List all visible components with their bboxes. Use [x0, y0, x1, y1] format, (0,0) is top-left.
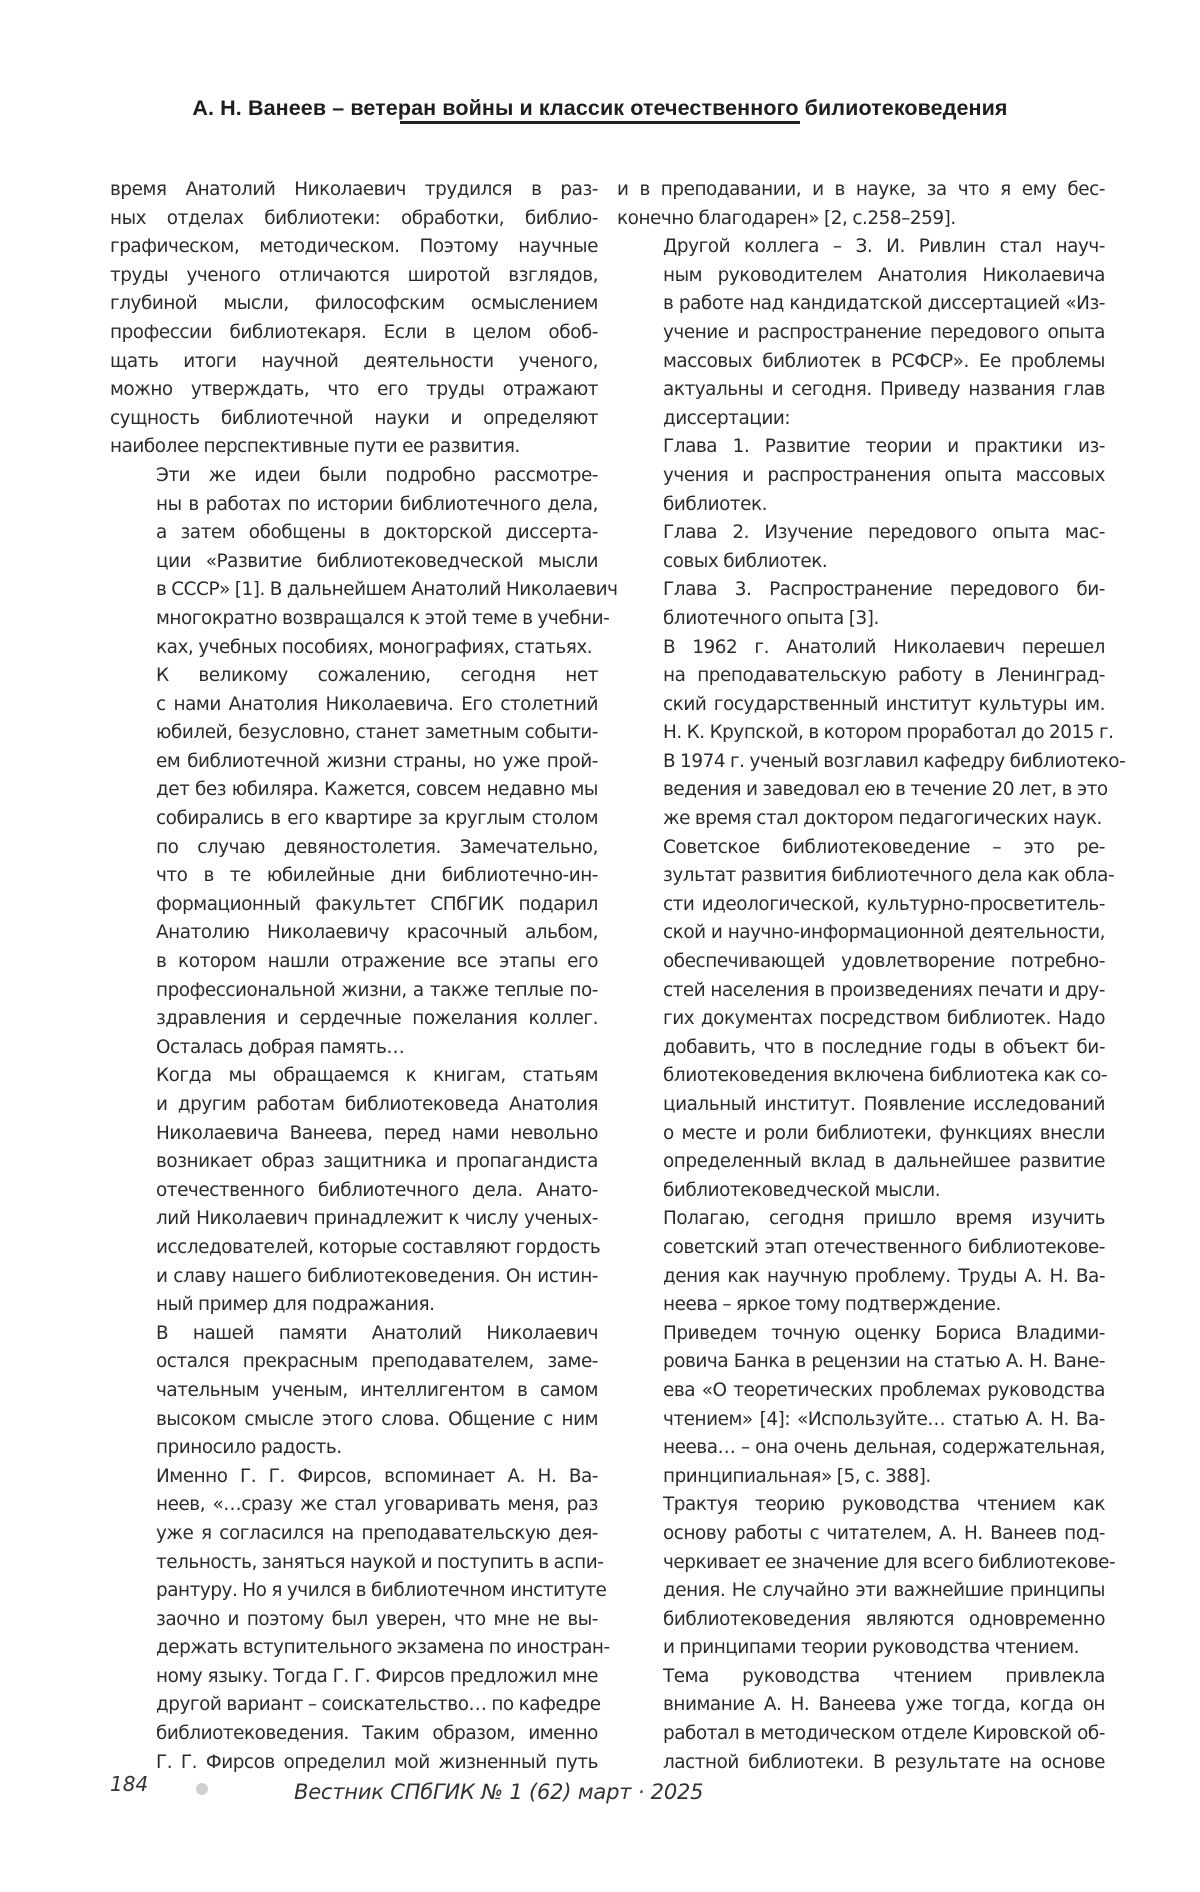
text-line: исследователей, которые составляют гордость [156, 1236, 601, 1258]
text-line: по случаю девяностолетия. Замечательно, [156, 836, 598, 858]
paragraph [617, 233, 1105, 433]
paragraph [617, 634, 1126, 834]
text-line: стей населения в произведениях печати и дру- [663, 979, 1105, 1001]
text-line: можно утверждать, что его труды отражают [110, 379, 598, 401]
footer-dot-icon [196, 1783, 208, 1795]
text-line: юбилей, безусловно, станет заметным событи- [156, 722, 598, 744]
text-line: зультат развития библиотечного дела как обла- [663, 865, 1115, 887]
text-line: дет без юбиляра. Кажется, совсем недавно мы [156, 779, 598, 801]
paragraph [110, 462, 618, 662]
text-line: Приведем точную оценку Бориса Владими- [663, 1322, 1105, 1344]
text-line: возникает образ защитника и пропагандиста [156, 1151, 598, 1173]
text-line: заочно и поэтому был уверен, что мне не вы- [156, 1608, 598, 1630]
text-line: и славу нашего библиотековедения. Он истин- [156, 1265, 598, 1287]
text-line: чтением» [4]: «Используйте… статью А. Н. Ва- [663, 1408, 1105, 1430]
paragraph [110, 1320, 598, 1463]
text-line: В 1974 г. ученый возглавил кафедру библиотеко- [663, 750, 1126, 772]
paragraph [617, 1663, 1105, 1777]
text-line: остался прекрасным преподавателем, заме- [156, 1351, 598, 1373]
text-line: основу работы с читателем, А. Н. Ванеев под- [663, 1522, 1105, 1544]
text-line: и в преподавании, и в науке, за что я ему бес- [617, 179, 1105, 200]
text-line: Анатолию Николаевичу красочный альбом, [156, 922, 598, 944]
text-line: блиотековедения включена библиотека как со- [663, 1065, 1108, 1087]
text-line: наиболее перспективные пути ее развития. [110, 436, 520, 458]
text-line: тельность, заняться наукой и поступить в аспи- [156, 1551, 604, 1573]
text-line: в работе над кандидатской диссертацией «Из- [663, 293, 1105, 315]
text-line: определенный вклад в дальнейшее развитие [663, 1151, 1105, 1173]
right-column [617, 176, 1126, 1777]
text-line: Глава 1. Развитие теории и практики из- [663, 436, 1105, 458]
text-line: ным руководителем Анатолия Николаевича [663, 264, 1105, 286]
text-line: многократно возвращался к этой теме в учебни- [156, 607, 610, 629]
text-line: профессиональной жизни, а также теплые по- [156, 979, 598, 1001]
text-line: с нами Анатолия Николаевича. Его столетний [156, 693, 598, 715]
paragraph [110, 1463, 610, 1778]
text-line: внимание А. Н. Ванеева уже тогда, когда он [663, 1694, 1105, 1716]
text-line: Глава 3. Распространение передового би- [663, 579, 1105, 601]
text-line: неева – яркое тому подтверждение. [663, 1294, 1001, 1316]
text-line: лий Николаевич принадлежит к числу ученых- [156, 1208, 598, 1230]
text-line: конечно благодарен» [2, с.258–259]. [617, 207, 956, 229]
text-line: ному языку. Тогда Г. Г. Фирсов предложил мне [156, 1665, 598, 1687]
paragraph [617, 1491, 1116, 1663]
text-line: ский государственный институт культуры им. [663, 693, 1105, 715]
paragraph [617, 519, 1105, 576]
paragraph [110, 662, 598, 1062]
text-line: Николаевича Ванеева, перед нами невольно [156, 1122, 598, 1144]
text-line: Когда мы обращаемся к книгам, статьям [156, 1065, 598, 1087]
text-line: ровича Банка в рецензии на статью А. Н. Ване- [663, 1351, 1105, 1373]
text-line: в СССР» [1]. В дальнейшем Анатолий Николаевич [156, 579, 618, 601]
text-line: диссертации: [663, 407, 791, 429]
text-line: формационный факультет СПбГИК подарил [156, 893, 598, 915]
text-line: ской и научно-информационной деятельности, [663, 922, 1105, 944]
paragraph [110, 1062, 601, 1319]
text-line: Н. К. Крупской, в котором проработал до 2015 г. [663, 722, 1114, 744]
page-number: 184 [110, 1772, 149, 1796]
text-line: неева… – она очень дельная, содержательная, [663, 1437, 1105, 1459]
text-line: дения как научную проблему. Труды А. Н. Ва- [663, 1265, 1105, 1287]
text-line: работал в методическом отделе Кировской об- [663, 1723, 1105, 1745]
text-line: дения. Не случайно эти важнейшие принципы [663, 1580, 1105, 1602]
text-line: библиотековедения. Таким образом, именно [156, 1723, 598, 1745]
text-line: ных отделах библиотеки: обработки, библио- [110, 207, 598, 229]
text-line: рантуру. Но я учился в библиотечном институте [156, 1580, 607, 1602]
text-line: библиотековедческой мысли. [663, 1179, 941, 1201]
paragraph [110, 176, 598, 462]
text-line: собирались в его квартире за круглым столом [156, 808, 598, 830]
text-line: ем библиотечной жизни страны, но уже прой- [156, 750, 598, 772]
text-line: отечественного библиотечного дела. Анато- [156, 1179, 598, 1201]
text-line: глубиной мысли, философским осмыслением [110, 293, 598, 315]
text-line: добавить, что в последние годы в объект би- [663, 1036, 1105, 1058]
text-line: гих документах посредством библиотек. Надо [663, 1008, 1105, 1030]
text-line: В нашей памяти Анатолий Николаевич [156, 1322, 598, 1344]
text-line: библиотек. [663, 493, 768, 515]
text-line: Полагаю, сегодня пришло время изучить [663, 1208, 1105, 1230]
text-line: профессии библиотекаря. Если в целом обоб- [110, 321, 598, 343]
text-line: и другим работам библиотековеда Анатолия [156, 1094, 598, 1115]
text-line: высоком смысле этого слова. Общение с ним [156, 1408, 598, 1430]
text-line: держать вступительного экзамена по иностран- [156, 1637, 610, 1659]
text-line: ны в работах по истории библиотечного дела, [156, 493, 598, 515]
text-line: о месте и роли библиотеки, функциях внесли [663, 1122, 1105, 1144]
text-line: приносило радость. [156, 1437, 342, 1459]
text-line: ках, учебных пособиях, монографиях, статьях. [156, 636, 593, 658]
text-line: ева «О теоретических проблемах руководства [663, 1379, 1105, 1401]
text-line: другой вариант – соискательство… по кафедре [156, 1694, 601, 1716]
text-line: время Анатолий Николаевич трудился в раз- [110, 179, 598, 200]
text-line: Тема руководства чтением привлекла [663, 1665, 1105, 1687]
text-line: совых библиотек. [663, 550, 828, 572]
text-line: блиотечного опыта [3]. [663, 607, 879, 629]
text-line: Эти же идеи были подробно рассмотре- [156, 464, 598, 486]
text-line: что в те юбилейные дни библиотечно-ин- [156, 865, 598, 887]
text-line: сти идеологической, культурно-просветитель- [663, 893, 1105, 915]
running-title: А. Н. Ванеев – ветеран войны и классик отечественного билиотековедения [192, 96, 1008, 120]
text-line: Осталась добрая память… [156, 1036, 405, 1058]
journal-issue: Вестник СПбГИК № 1 (62) март · 2025 [294, 1780, 704, 1804]
text-line: здравления и сердечные пожелания коллег. [156, 1008, 598, 1030]
text-line: массовых библиотек в РСФСР». Ее проблемы [663, 350, 1105, 372]
text-line: черкивает ее значение для всего библиотекове- [663, 1551, 1116, 1573]
text-line: Именно Г. Г. Фирсов, вспоминает А. Н. Ва- [156, 1465, 598, 1487]
text-line: Глава 2. Изучение передового опыта мас- [663, 522, 1105, 544]
text-line: ный пример для подражания. [156, 1294, 435, 1316]
paragraph [617, 176, 1105, 233]
text-line: Г. Г. Фирсов определил мой жизненный путь [156, 1751, 598, 1773]
text-line: труды ученого отличаются широтой взглядов, [110, 264, 598, 286]
text-line: К великому сожалению, сегодня нет [156, 665, 598, 687]
paragraph [617, 576, 1105, 633]
text-line: учения и распространения опыта массовых [663, 464, 1105, 486]
left-column [110, 176, 618, 1777]
text-line: циальный институт. Появление исследований [663, 1094, 1105, 1115]
text-line: сущность библиотечной науки и определяют [110, 407, 598, 429]
text-line: Трактуя теорию руководства чтением как [663, 1494, 1105, 1516]
text-line: Советское библиотековедение – это ре- [663, 836, 1105, 858]
text-line: щать итоги научной деятельности ученого, [110, 350, 598, 372]
text-line: и принципами теории руководства чтением. [663, 1637, 1080, 1659]
text-line: графическом, методическом. Поэтому научные [110, 236, 598, 258]
paragraph [617, 1205, 1105, 1319]
text-line: ведения и заведовал ею в течение 20 лет, в это [663, 779, 1108, 801]
text-line: уже я согласился на преподавательскую дея- [156, 1522, 598, 1544]
text-line: а затем обобщены в докторской диссерта- [156, 522, 598, 544]
text-line: актуальны и сегодня. Приведу названия глав [663, 379, 1105, 401]
paragraph [617, 1320, 1105, 1492]
text-line: Другой коллега – З. И. Ривлин стал науч- [663, 236, 1105, 258]
text-line: библиотековедения являются одновременно [663, 1608, 1105, 1630]
text-line: же время стал доктором педагогических наук. [663, 808, 1102, 830]
text-line: учение и распространение передового опыта [663, 321, 1105, 343]
text-line: чательным ученым, интеллигентом в самом [156, 1379, 598, 1401]
text-line: советский этап отечественного библиотекове- [663, 1236, 1105, 1258]
paragraph [617, 433, 1105, 519]
text-line: принципиальная» [5, с. 388]. [663, 1465, 931, 1487]
header-underline [400, 121, 800, 124]
text-line: ции «Развитие библиотековедческой мысли [156, 550, 598, 572]
text-line: В 1962 г. Анатолий Николаевич перешел [663, 636, 1105, 658]
text-line: неев, «…сразу же стал уговаривать меня, раз [156, 1494, 598, 1516]
text-line: обеспечивающей удовлетворение потребно- [663, 951, 1105, 973]
text-line: в котором нашли отражение все этапы его [156, 951, 598, 973]
paragraph [617, 834, 1115, 1206]
text-line: на преподавательскую работу в Ленинград- [663, 665, 1105, 687]
text-line: ластной библиотеки. В результате на основе [663, 1751, 1105, 1773]
